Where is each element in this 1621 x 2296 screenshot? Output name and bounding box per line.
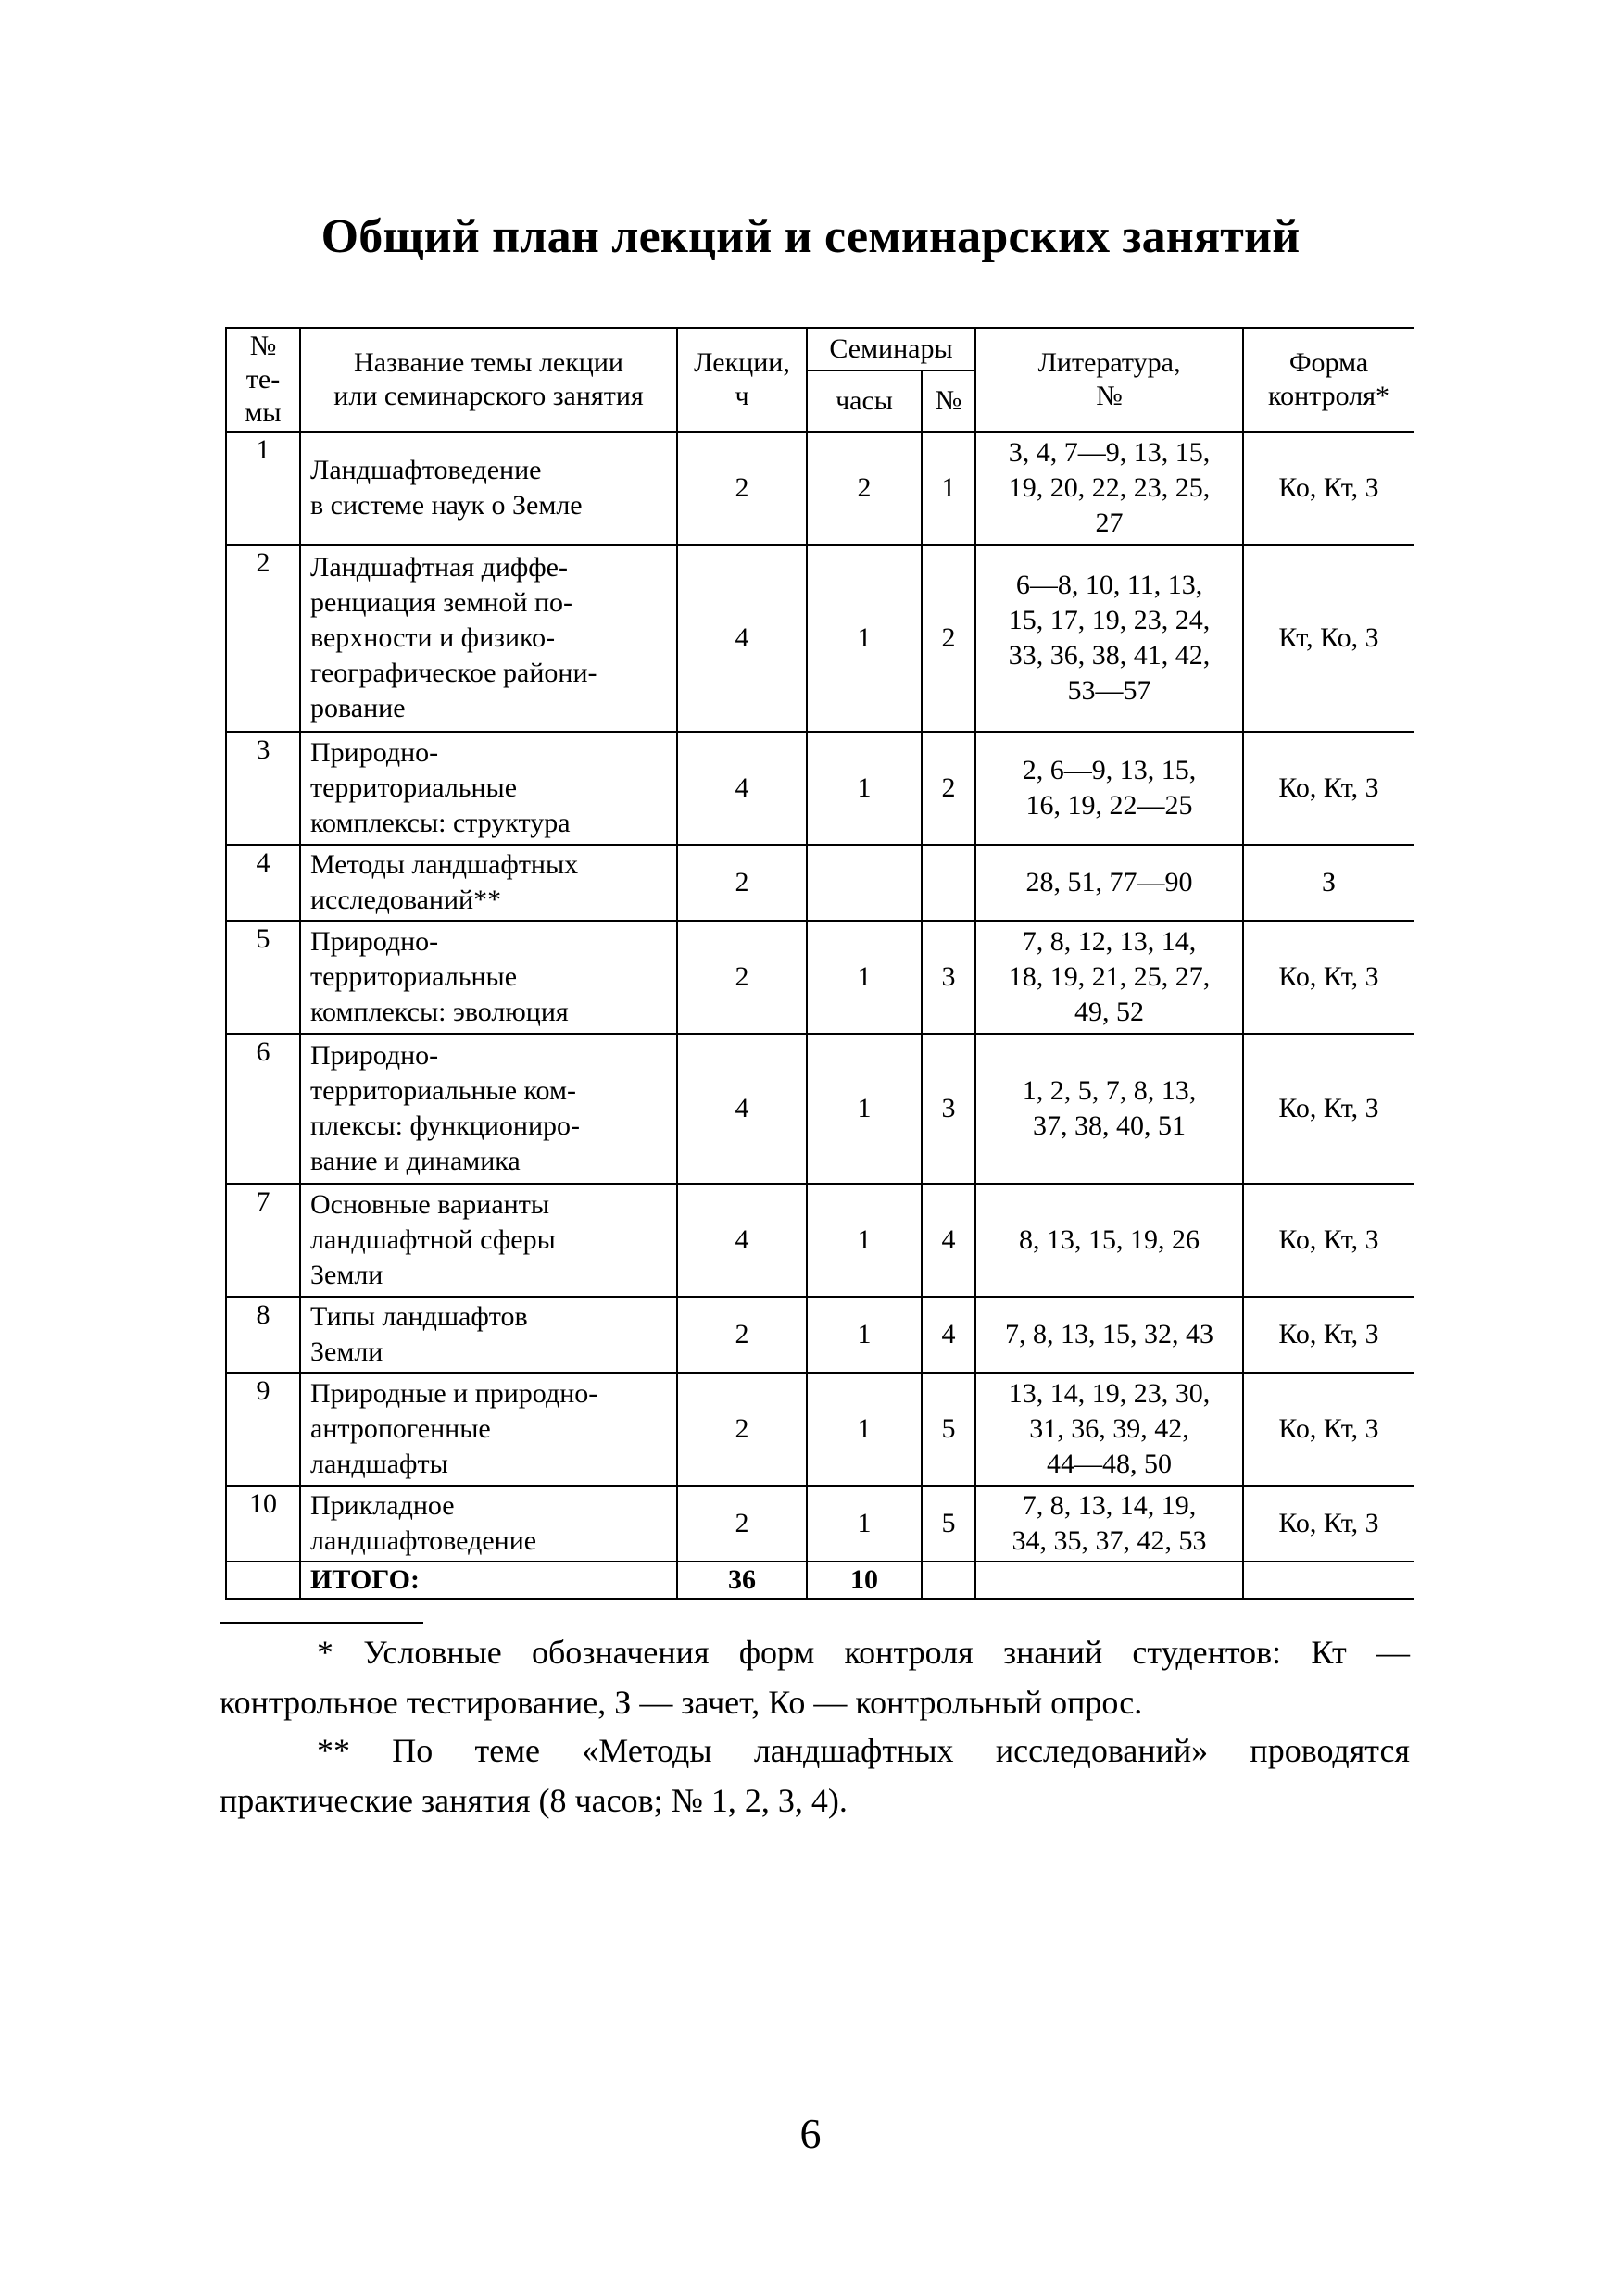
- text-line: Земли: [310, 1260, 383, 1290]
- text-line: территориальные: [310, 961, 518, 992]
- text-line: Название темы лекции: [354, 347, 623, 378]
- table-body: [226, 432, 1414, 1599]
- text-line: 53—57: [1067, 675, 1151, 706]
- cell-seminar-number: 5: [922, 1373, 975, 1486]
- cell-control-form: Ко, Кт, З: [1243, 921, 1414, 1034]
- footnote-control-forms: [220, 1627, 1410, 1727]
- table-row: [226, 732, 1414, 845]
- cell-topic-name: [300, 432, 677, 545]
- table-row: [226, 921, 1414, 1034]
- text-line: 28, 51, 77—90: [1025, 867, 1193, 897]
- footnote-practical-classes: [220, 1725, 1410, 1826]
- text-line: ч: [735, 381, 749, 411]
- cell-seminar-number: 4: [922, 1297, 975, 1373]
- table-row: [226, 1297, 1414, 1373]
- cell-literature: [975, 1486, 1243, 1562]
- table-row: [226, 432, 1414, 545]
- cell-topic-number: 1: [226, 432, 300, 545]
- cell-literature: [975, 732, 1243, 845]
- total-row: [226, 1562, 1414, 1599]
- text-line: ландшафтной сферы: [310, 1224, 556, 1255]
- cell-literature: [975, 921, 1243, 1034]
- table-row: [226, 1486, 1414, 1562]
- text-line: Прикладное: [310, 1490, 455, 1521]
- header-seminars: Семинары: [807, 328, 975, 370]
- text-line: антропогенные: [310, 1413, 491, 1444]
- cell-literature: [975, 545, 1243, 732]
- table-row: [226, 545, 1414, 732]
- text-line: Ландшафтоведение: [310, 455, 542, 485]
- text-line: 18, 19, 21, 25, 27,: [1008, 961, 1211, 992]
- cell-seminar-hours: 1: [807, 545, 922, 732]
- text-line: 37, 38, 40, 51: [1033, 1110, 1187, 1141]
- table-row: [226, 845, 1414, 921]
- text-line: контроля*: [1268, 381, 1389, 411]
- cell-empty: [975, 1562, 1243, 1599]
- cell-seminar-number: 5: [922, 1486, 975, 1562]
- header-literature: [975, 328, 1243, 432]
- footnote-separator: [220, 1622, 423, 1624]
- text-line: в системе наук о Земле: [310, 490, 583, 521]
- cell-seminar-hours: 1: [807, 1034, 922, 1184]
- cell-seminar-hours: 1: [807, 1486, 922, 1562]
- cell-seminar-hours: [807, 845, 922, 921]
- text-line: верхности и физико-: [310, 622, 556, 653]
- cell-lectures: 2: [677, 921, 807, 1034]
- cell-total-lectures: 36: [677, 1562, 807, 1599]
- cell-topic-number: 7: [226, 1184, 300, 1297]
- cell-topic-number: 8: [226, 1297, 300, 1373]
- header-lectures: [677, 328, 807, 432]
- text-line: Типы ландшафтов: [310, 1301, 528, 1332]
- text-line: Природно-: [310, 926, 439, 957]
- table-row: [226, 1034, 1414, 1184]
- text-line: Методы ландшафтных: [310, 849, 579, 880]
- text-line: 31, 36, 39, 42,: [1029, 1413, 1189, 1444]
- text-line: 19, 20, 22, 23, 25,: [1008, 472, 1211, 503]
- cell-seminar-number: 2: [922, 732, 975, 845]
- text-line: мы: [245, 397, 282, 428]
- text-line: ландшафтоведение: [310, 1525, 537, 1556]
- cell-seminar-number: 1: [922, 432, 975, 545]
- header-topic-number: [226, 328, 300, 432]
- text-line: 6—8, 10, 11, 13,: [1015, 570, 1203, 600]
- cell-lectures: 4: [677, 732, 807, 845]
- cell-seminar-number: 2: [922, 545, 975, 732]
- cell-topic-number: 5: [226, 921, 300, 1034]
- text-line: Форма: [1288, 347, 1369, 378]
- cell-seminar-hours: 1: [807, 1184, 922, 1297]
- text-line: Основные варианты: [310, 1189, 550, 1220]
- cell-lectures: 2: [677, 845, 807, 921]
- cell-control-form: З: [1243, 845, 1414, 921]
- text-line: Природно-: [310, 737, 439, 768]
- footnote-text: * Условные обозначения форм контроля знаний студентов: Кт — контрольное тестирование, З — зачет, Ко — контрольный опрос.: [220, 1634, 1410, 1721]
- cell-lectures: 2: [677, 1297, 807, 1373]
- cell-literature: [975, 1297, 1243, 1373]
- text-line: Земли: [310, 1336, 383, 1367]
- cell-empty: [226, 1562, 300, 1599]
- cell-topic-number: 10: [226, 1486, 300, 1562]
- cell-topic-name: [300, 845, 677, 921]
- text-line: Ландшафтная диффе-: [310, 552, 568, 583]
- text-line: географическое райони-: [310, 658, 597, 688]
- header-seminar-hours: часы: [807, 370, 922, 432]
- text-line: ландшафты: [310, 1449, 448, 1479]
- text-line: 1, 2, 5, 7, 8, 13,: [1022, 1075, 1197, 1106]
- text-line: 8, 13, 15, 19, 26: [1019, 1224, 1200, 1255]
- cell-literature: [975, 845, 1243, 921]
- cell-topic-number: 2: [226, 545, 300, 732]
- text-line: 7, 8, 12, 13, 14,: [1022, 926, 1197, 957]
- text-line: те-: [245, 364, 281, 395]
- cell-lectures: 2: [677, 432, 807, 545]
- cell-control-form: Ко, Кт, З: [1243, 1184, 1414, 1297]
- cell-control-form: Ко, Кт, З: [1243, 1373, 1414, 1486]
- cell-literature: [975, 1034, 1243, 1184]
- text-line: Природные и природно-: [310, 1378, 598, 1409]
- cell-topic-number: 6: [226, 1034, 300, 1184]
- cell-topic-number: 9: [226, 1373, 300, 1486]
- text-line: территориальные: [310, 772, 518, 803]
- text-line: рование: [310, 693, 406, 723]
- cell-seminar-number: 3: [922, 1034, 975, 1184]
- lecture-plan-table: [225, 327, 1414, 1600]
- table-row: [226, 1373, 1414, 1486]
- cell-lectures: 4: [677, 1184, 807, 1297]
- text-line: плексы: функциониро-: [310, 1110, 581, 1141]
- cell-lectures: 4: [677, 545, 807, 732]
- page-number: 6: [799, 2110, 822, 2157]
- cell-lectures: 2: [677, 1486, 807, 1562]
- cell-topic-name: [300, 1297, 677, 1373]
- cell-control-form: Ко, Кт, З: [1243, 732, 1414, 845]
- table-row: [226, 1184, 1414, 1297]
- text-line: 34, 35, 37, 42, 53: [1012, 1525, 1207, 1556]
- cell-seminar-hours: 1: [807, 732, 922, 845]
- text-line: комплексы: эволюция: [310, 997, 569, 1027]
- text-line: 44—48, 50: [1047, 1449, 1173, 1479]
- cell-topic-name: [300, 921, 677, 1034]
- text-line: 7, 8, 13, 14, 19,: [1022, 1490, 1197, 1521]
- header-seminar-number: №: [922, 370, 975, 432]
- footnote-text: ** По теме «Методы ландшафтных исследований» проводятся практические занятия (8 часов; № 1, 2, 3, 4).: [220, 1732, 1410, 1819]
- text-line: территориальные ком-: [310, 1075, 576, 1106]
- page-title: Общий план лекций и семинарских занятий: [320, 210, 1301, 263]
- cell-seminar-number: [922, 845, 975, 921]
- cell-topic-name: [300, 1486, 677, 1562]
- text-line: 7, 8, 13, 15, 32, 43: [1005, 1319, 1214, 1349]
- cell-topic-name: [300, 1184, 677, 1297]
- text-line: 33, 36, 38, 41, 42,: [1008, 640, 1211, 671]
- cell-topic-number: 4: [226, 845, 300, 921]
- cell-control-form: Ко, Кт, З: [1243, 432, 1414, 545]
- cell-seminar-hours: 1: [807, 921, 922, 1034]
- cell-total-label: ИТОГО:: [300, 1562, 677, 1599]
- cell-topic-name: [300, 1373, 677, 1486]
- cell-seminar-hours: 1: [807, 1297, 922, 1373]
- text-line: исследований**: [310, 885, 502, 915]
- cell-control-form: Кт, Ко, З: [1243, 545, 1414, 732]
- header-control-form: [1243, 328, 1414, 432]
- text-line: вание и динамика: [310, 1146, 521, 1176]
- cell-empty: [1243, 1562, 1414, 1599]
- cell-control-form: Ко, Кт, З: [1243, 1034, 1414, 1184]
- cell-literature: [975, 1373, 1243, 1486]
- cell-seminar-hours: 2: [807, 432, 922, 545]
- text-line: 27: [1095, 508, 1124, 538]
- cell-topic-name: [300, 732, 677, 845]
- text-line: или семинарского занятия: [333, 381, 644, 411]
- text-line: 2, 6—9, 13, 15,: [1022, 755, 1197, 785]
- text-line: Природно-: [310, 1040, 439, 1071]
- text-line: 16, 19, 22—25: [1025, 790, 1193, 821]
- cell-literature: [975, 432, 1243, 545]
- text-line: Лекции,: [694, 347, 790, 378]
- cell-control-form: Ко, Кт, З: [1243, 1297, 1414, 1373]
- cell-lectures: 4: [677, 1034, 807, 1184]
- cell-seminar-number: 4: [922, 1184, 975, 1297]
- text-line: 49, 52: [1074, 997, 1145, 1027]
- cell-empty: [922, 1562, 975, 1599]
- cell-total-seminar-hours: 10: [807, 1562, 922, 1599]
- header-topic-name: [300, 328, 677, 432]
- text-line: ренциация земной по-: [310, 587, 573, 618]
- text-line: №: [249, 331, 277, 361]
- cell-topic-name: [300, 1034, 677, 1184]
- cell-literature: [975, 1184, 1243, 1297]
- cell-topic-number: 3: [226, 732, 300, 845]
- text-line: 13, 14, 19, 23, 30,: [1008, 1378, 1211, 1409]
- text-line: 15, 17, 19, 23, 24,: [1008, 605, 1211, 635]
- cell-topic-name: [300, 545, 677, 732]
- text-line: комплексы: структура: [310, 808, 571, 838]
- cell-seminar-number: 3: [922, 921, 975, 1034]
- text-line: 3, 4, 7—9, 13, 15,: [1008, 437, 1211, 468]
- cell-seminar-hours: 1: [807, 1373, 922, 1486]
- text-line: №: [1096, 381, 1123, 411]
- cell-control-form: Ко, Кт, З: [1243, 1486, 1414, 1562]
- text-line: Литература,: [1037, 347, 1181, 378]
- cell-lectures: 2: [677, 1373, 807, 1486]
